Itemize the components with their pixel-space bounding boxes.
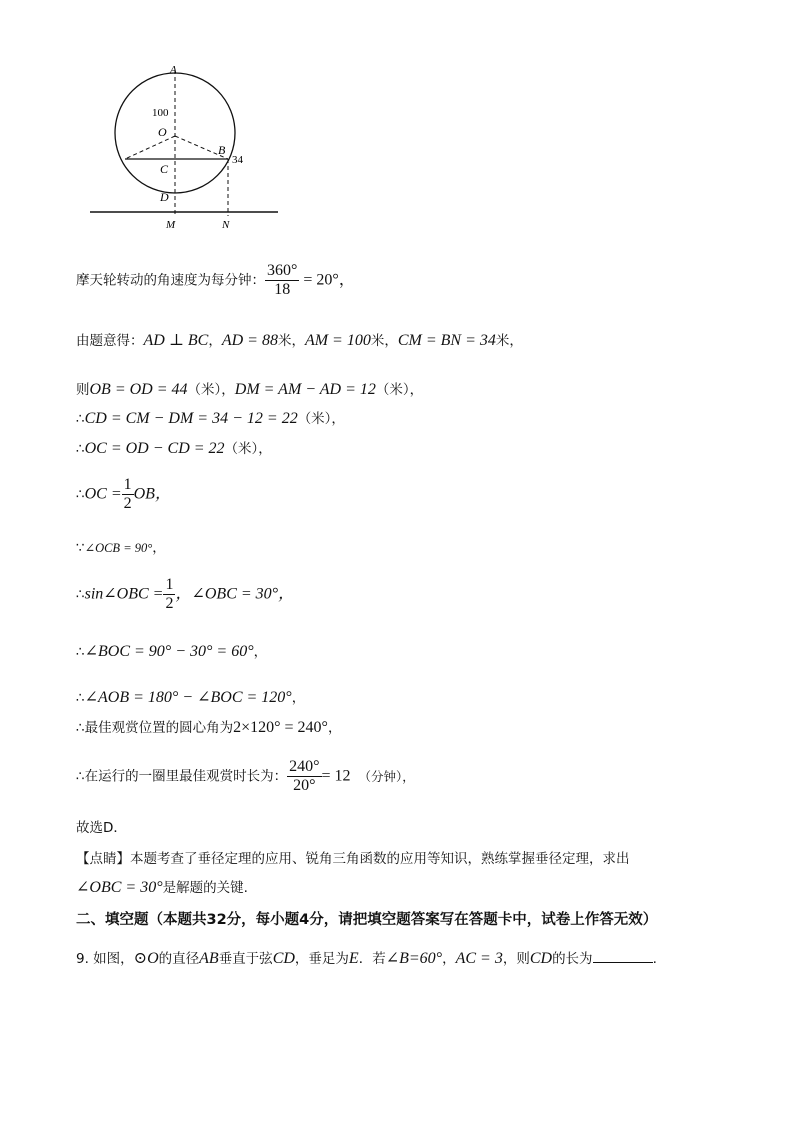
- unit: （分钟），: [358, 768, 415, 784]
- fraction: [122, 476, 134, 513]
- label-m: M: [166, 219, 176, 231]
- unit: （米），: [187, 382, 235, 398]
- unit: 米: [495, 333, 510, 349]
- math: = 12: [321, 767, 351, 785]
- text: ，: [327, 720, 342, 736]
- text: .: [652, 951, 657, 967]
- text: ，: [253, 644, 268, 660]
- section-heading: 二、填空题（本题共32分，每小题4分，请把填空题答案写在答题卡中，试卷上作答无效）: [76, 912, 658, 928]
- solution-line-boc: [76, 642, 267, 662]
- question-9: [76, 948, 657, 969]
- math: 2×120° = 240°: [233, 719, 328, 736]
- label-34: 34: [232, 154, 243, 166]
- therefore-symbol: ∴: [76, 486, 85, 503]
- math: CD: [272, 950, 295, 967]
- math: ∠AOB = 180° − ∠BOC = 120°: [84, 689, 292, 706]
- solution-line-angular-speed: [76, 262, 355, 299]
- text: 垂直于弦: [218, 951, 273, 967]
- text: 9. 如图，: [76, 951, 134, 967]
- math: = 20°，: [299, 271, 355, 289]
- math: AM = 100: [304, 332, 371, 349]
- text: ．若: [358, 951, 386, 967]
- fraction: [265, 262, 299, 299]
- math: ，∠OBC = 30°，: [175, 585, 295, 603]
- therefore-symbol: ∴: [76, 644, 85, 660]
- math: ∠OBC = 30°: [76, 879, 163, 896]
- text: ∴在运行的一圈里最佳观赏时长为：: [76, 768, 288, 785]
- numerator: 240°: [289, 758, 320, 775]
- therefore-symbol: ∴: [76, 690, 85, 706]
- solution-line-sin: [76, 576, 294, 613]
- solution-line-right-angle: [76, 538, 166, 558]
- unit: 米: [370, 333, 385, 349]
- text: 摩天轮转动的角速度为每分钟：: [76, 272, 265, 289]
- unit: 米: [277, 333, 292, 349]
- therefore-symbol: ∴: [76, 586, 85, 603]
- solution-line-viewing-time: [76, 758, 415, 795]
- math: CM = BN = 34: [397, 332, 496, 349]
- ferris-wheel-figure: [82, 56, 292, 236]
- text: 是解题的关键.: [162, 880, 248, 896]
- solution-line-cd: [76, 409, 345, 429]
- math: ⊙O: [133, 950, 159, 967]
- solution-line-oc-half-ob: [76, 476, 171, 513]
- denominator: 20°: [293, 777, 316, 794]
- solution-line-ob-od: [76, 380, 423, 400]
- math: E: [348, 950, 359, 967]
- label-c: C: [160, 162, 169, 176]
- math: AD ⊥ BC: [143, 332, 209, 349]
- numerator: 1: [123, 476, 132, 493]
- text: 由题意得：: [76, 333, 144, 349]
- text: 则: [76, 382, 90, 398]
- math: sin∠OBC =: [84, 585, 164, 603]
- text: 的长为: [552, 951, 593, 967]
- math: ∠B=60°: [385, 950, 443, 967]
- math: AC = 3: [455, 950, 503, 967]
- solution-line-oc: [76, 439, 272, 459]
- math: AD = 88: [221, 332, 278, 349]
- math: CD: [529, 950, 553, 967]
- answer-blank[interactable]: [593, 948, 653, 963]
- radius-oc-left: [125, 136, 175, 159]
- numerator: 360°: [267, 262, 298, 279]
- therefore-symbol: ∴: [76, 411, 85, 427]
- math: OC = OD − CD = 22: [84, 440, 225, 457]
- math: OC =: [84, 485, 122, 503]
- answer-line: 故选D．: [76, 820, 127, 836]
- math: OB，: [133, 485, 171, 503]
- fraction: [287, 758, 321, 795]
- label-n: N: [222, 219, 230, 231]
- fraction: [163, 576, 175, 613]
- label-a: A: [170, 64, 177, 76]
- therefore-symbol: ∴: [76, 441, 85, 457]
- label-o: O: [158, 125, 167, 139]
- denominator: 2: [123, 495, 132, 512]
- denominator: 2: [165, 595, 174, 612]
- text: ，: [291, 690, 306, 706]
- text: ，垂足为: [294, 951, 349, 967]
- text: ∴最佳观赏位置的圆心角为: [76, 720, 234, 736]
- comment-line: 【点睛】本题考查了垂径定理的应用、锐角三角函数的应用等知识，熟练掌握垂径定理，求出: [76, 851, 630, 867]
- math: ∠BOC = 90° − 30° = 60°: [84, 643, 254, 660]
- math: AB: [199, 950, 219, 967]
- solution-line-aob: [76, 688, 305, 708]
- math: DM = AM − AD = 12: [234, 381, 376, 398]
- unit: （米），: [224, 441, 272, 457]
- text: 的直径: [158, 951, 200, 967]
- math: OB = OD = 44: [89, 381, 188, 398]
- numerator: 1: [165, 576, 174, 593]
- text: ，: [442, 951, 456, 967]
- label-d: D: [160, 190, 169, 204]
- because-symbol: ∵: [76, 540, 85, 556]
- solution-line-central-angle: [76, 718, 341, 738]
- text: ，则: [502, 951, 530, 967]
- label-b: B: [218, 143, 226, 157]
- math: CD = CM − DM = 34 − 12 = 22: [84, 410, 298, 427]
- unit: （米），: [297, 411, 345, 427]
- label-100: 100: [152, 107, 169, 119]
- unit: （米），: [375, 382, 424, 398]
- solution-line-given: 由题意得：AD ⊥ BC，AD = 88米，AM = 100米，CM = BN = 34米，: [76, 332, 523, 349]
- text: ，: [152, 540, 166, 556]
- math: ∠OCB = 90°: [84, 541, 153, 555]
- comment-line-continued: [76, 878, 248, 898]
- denominator: 18: [274, 281, 291, 298]
